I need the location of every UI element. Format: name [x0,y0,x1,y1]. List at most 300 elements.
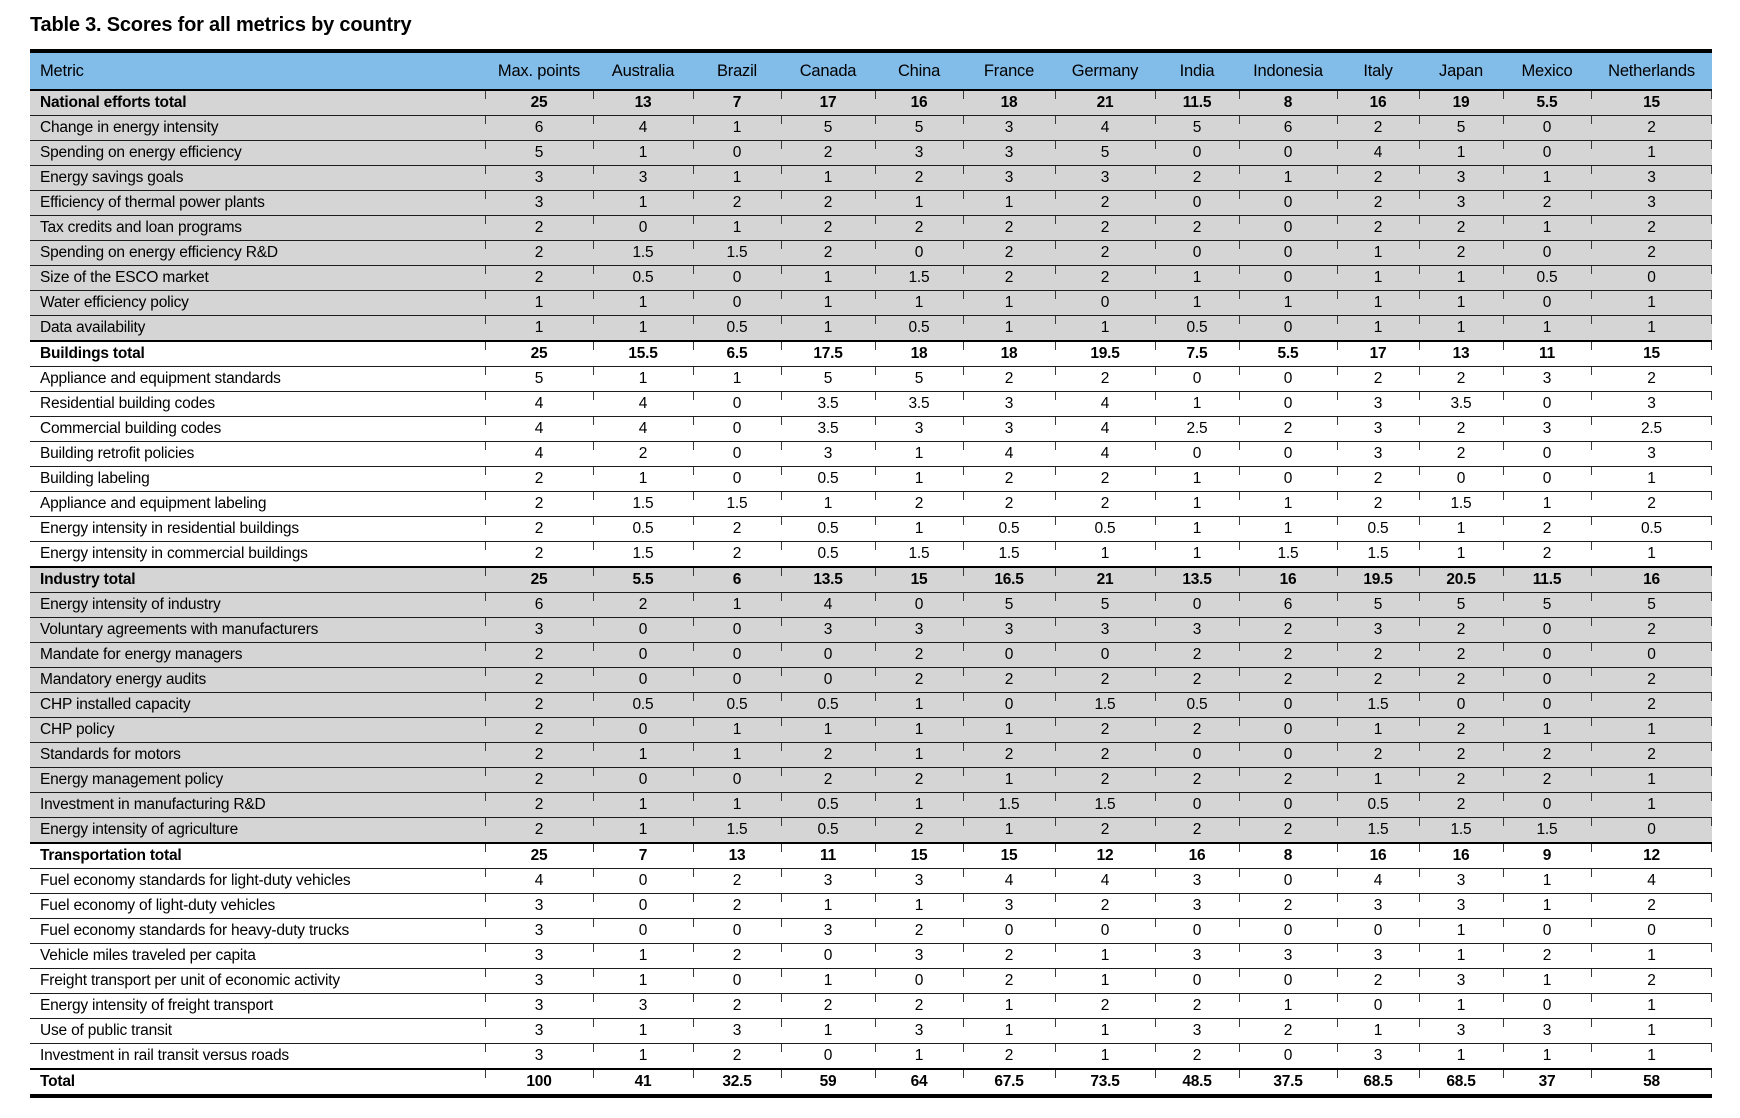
score-cell: 2 [1591,743,1712,768]
score-cell: 2 [781,241,875,266]
score-cell: 5 [485,367,593,392]
score-cell: 2 [1239,643,1337,668]
score-cell: 3 [1155,944,1239,969]
column-header: Brazil [693,51,781,90]
score-cell: 0 [781,643,875,668]
score-cell: 2 [781,191,875,216]
score-cell: 2 [693,894,781,919]
score-cell: 6 [693,567,781,593]
metric-label: National efforts total [30,90,485,116]
score-cell: 3 [485,969,593,994]
score-cell: 0 [693,969,781,994]
score-cell: 2 [1419,793,1503,818]
score-cell: 2 [1591,492,1712,517]
score-cell: 0 [1055,291,1155,316]
score-cell: 4 [963,869,1055,894]
table-row [30,166,1712,191]
score-cell: 4 [485,417,593,442]
score-cell: 7.5 [1155,341,1239,367]
score-cell: 4 [1337,141,1419,166]
score-cell: 7 [693,90,781,116]
score-cell: 1.5 [593,492,693,517]
score-cell: 11 [1503,341,1591,367]
score-cell: 3 [1337,417,1419,442]
score-cell: 1 [593,944,693,969]
score-cell: 41 [593,1069,693,1096]
section-row [30,341,1712,367]
score-cell: 2 [963,1044,1055,1070]
score-cell: 4 [1337,869,1419,894]
score-cell: 2 [963,467,1055,492]
score-cell: 2 [1337,116,1419,141]
score-cell: 0.5 [693,693,781,718]
score-cell: 0 [1591,818,1712,844]
table-row [30,743,1712,768]
score-cell: 25 [485,567,593,593]
score-cell: 2 [1155,1044,1239,1070]
score-cell: 0 [1239,467,1337,492]
score-cell: 2 [875,216,963,241]
score-cell: 2 [485,693,593,718]
score-cell: 2 [875,643,963,668]
score-cell: 3 [875,944,963,969]
score-cell: 16 [1419,843,1503,869]
table-row [30,668,1712,693]
column-header: India [1155,51,1239,90]
score-cell: 13 [1419,341,1503,367]
score-cell: 3 [875,869,963,894]
score-cell: 1 [1591,768,1712,793]
score-cell: 1.5 [1337,818,1419,844]
metric-label: Change in energy intensity [30,116,485,141]
score-cell: 1 [1055,1044,1155,1070]
metric-label: Energy management policy [30,768,485,793]
table-row [30,392,1712,417]
score-cell: 1 [1055,944,1155,969]
score-cell: 0 [1591,643,1712,668]
score-cell: 2 [1055,266,1155,291]
score-cell: 0 [1239,743,1337,768]
score-cell: 3 [1503,367,1591,392]
score-cell: 2 [1155,166,1239,191]
score-cell: 2 [1337,191,1419,216]
score-cell: 2 [1055,467,1155,492]
score-cell: 3 [875,141,963,166]
score-cell: 0 [693,392,781,417]
score-cell: 25 [485,90,593,116]
score-cell: 1 [1591,291,1712,316]
score-cell: 1 [1155,492,1239,517]
score-cell: 59 [781,1069,875,1096]
metric-label: Building retrofit policies [30,442,485,467]
score-cell: 1 [1419,316,1503,342]
score-cell: 1 [1055,1019,1155,1044]
score-cell: 4 [485,869,593,894]
score-cell: 15 [963,843,1055,869]
score-cell: 2 [1419,743,1503,768]
metric-label: Fuel economy of light-duty vehicles [30,894,485,919]
score-cell: 1 [593,316,693,342]
score-cell: 1.5 [1503,818,1591,844]
score-cell: 6 [1239,116,1337,141]
score-cell: 15.5 [593,341,693,367]
score-cell: 2 [1155,994,1239,1019]
column-header: Australia [593,51,693,90]
table-row [30,693,1712,718]
score-cell: 1.5 [963,542,1055,568]
score-cell: 2 [485,266,593,291]
score-cell: 1.5 [1337,542,1419,568]
score-cell: 2 [1055,994,1155,1019]
score-cell: 2 [875,919,963,944]
score-cell: 1 [1503,166,1591,191]
score-cell: 0 [1055,919,1155,944]
score-cell: 0 [693,919,781,944]
column-header: Germany [1055,51,1155,90]
score-cell: 1.5 [1419,818,1503,844]
table-row [30,517,1712,542]
score-cell: 1 [781,291,875,316]
score-cell: 1 [1591,944,1712,969]
score-cell: 1 [593,818,693,844]
score-cell: 0.5 [1503,266,1591,291]
score-cell: 0 [1591,919,1712,944]
score-cell: 1 [693,166,781,191]
score-cell: 0 [1337,919,1419,944]
score-cell: 4 [1055,116,1155,141]
score-cell: 1 [1055,316,1155,342]
score-cell: 1 [1239,994,1337,1019]
score-cell: 21 [1055,567,1155,593]
metric-label: Vehicle miles traveled per capita [30,944,485,969]
score-cell: 0 [1239,392,1337,417]
score-cell: 2 [693,1044,781,1070]
score-cell: 1 [1591,542,1712,568]
score-cell: 12 [1591,843,1712,869]
score-cell: 1 [963,191,1055,216]
score-cell: 1 [593,1019,693,1044]
score-cell: 3.5 [875,392,963,417]
score-cell: 0 [1055,643,1155,668]
table-row [30,442,1712,467]
score-cell: 1 [693,793,781,818]
score-cell: 3 [781,869,875,894]
score-cell: 1 [1419,994,1503,1019]
score-cell: 1 [1591,316,1712,342]
table-row [30,291,1712,316]
table-row [30,116,1712,141]
score-cell: 1.5 [1239,542,1337,568]
score-cell: 0 [1503,793,1591,818]
score-cell: 3 [1155,618,1239,643]
score-cell: 1 [1419,266,1503,291]
score-cell: 3 [485,166,593,191]
score-cell: 3 [963,618,1055,643]
table-row [30,191,1712,216]
score-cell: 2 [1419,668,1503,693]
score-cell: 5 [781,367,875,392]
score-cell: 2 [485,668,593,693]
score-cell: 2 [1055,743,1155,768]
score-cell: 1 [693,216,781,241]
score-cell: 2 [693,517,781,542]
score-cell: 0 [1239,241,1337,266]
score-cell: 3 [963,116,1055,141]
score-cell: 1 [1337,266,1419,291]
score-cell: 2.5 [1591,417,1712,442]
score-cell: 1 [1337,316,1419,342]
score-cell: 2 [485,718,593,743]
score-cell: 2 [1591,693,1712,718]
header-row [30,51,1712,90]
score-cell: 2 [1055,894,1155,919]
score-cell: 0 [963,693,1055,718]
score-cell: 1 [963,718,1055,743]
metric-label: Spending on energy efficiency [30,141,485,166]
score-cell: 3 [485,994,593,1019]
score-cell: 3 [963,141,1055,166]
section-row [30,843,1712,869]
score-cell: 1 [1419,919,1503,944]
score-cell: 1 [781,969,875,994]
score-cell: 0 [875,241,963,266]
score-cell: 64 [875,1069,963,1096]
score-cell: 13 [593,90,693,116]
score-cell: 0 [1503,392,1591,417]
score-cell: 1 [1055,969,1155,994]
score-cell: 1.5 [693,241,781,266]
column-header: Italy [1337,51,1419,90]
score-cell: 1 [1591,467,1712,492]
table-row [30,266,1712,291]
score-cell: 1.5 [1419,492,1503,517]
score-cell: 2 [1055,768,1155,793]
table-row [30,869,1712,894]
score-cell: 3 [1055,618,1155,643]
score-cell: 1 [875,793,963,818]
score-cell: 0 [1419,467,1503,492]
score-cell: 1 [875,291,963,316]
score-cell: 0 [693,291,781,316]
table-row [30,467,1712,492]
score-cell: 0 [593,919,693,944]
score-cell: 3 [1337,944,1419,969]
score-cell: 2 [485,818,593,844]
score-cell: 2 [693,944,781,969]
score-cell: 2 [1419,417,1503,442]
metric-label: Mandatory energy audits [30,668,485,693]
score-cell: 3 [1155,1019,1239,1044]
score-cell: 2 [1055,367,1155,392]
table-row [30,994,1712,1019]
score-cell: 2 [1591,894,1712,919]
score-cell: 1 [1337,241,1419,266]
section-row [30,90,1712,116]
score-cell: 0 [1155,191,1239,216]
score-cell: 0.5 [1337,517,1419,542]
score-cell: 0.5 [593,266,693,291]
score-cell: 1.5 [1055,793,1155,818]
score-cell: 2 [1337,367,1419,392]
score-cell: 3 [485,919,593,944]
score-cell: 2 [781,216,875,241]
score-cell: 12 [1055,843,1155,869]
score-cell: 0 [1155,969,1239,994]
score-cell: 2 [1419,768,1503,793]
score-cell: 3 [875,417,963,442]
score-cell: 17 [1337,341,1419,367]
score-cell: 2 [875,668,963,693]
score-cell: 1.5 [693,818,781,844]
score-cell: 0 [1239,693,1337,718]
score-cell: 19 [1419,90,1503,116]
score-cell: 5.5 [1239,341,1337,367]
score-cell: 1 [593,743,693,768]
metric-label: Energy intensity of freight transport [30,994,485,1019]
score-cell: 0 [693,467,781,492]
score-cell: 3 [1591,191,1712,216]
score-cell: 4 [781,593,875,618]
score-cell: 3 [1503,1019,1591,1044]
score-cell: 0 [693,266,781,291]
score-cell: 1 [1337,291,1419,316]
score-cell: 1 [1155,266,1239,291]
score-cell: 0 [1239,216,1337,241]
score-cell: 5 [1591,593,1712,618]
score-cell: 0 [1503,693,1591,718]
score-cell: 2 [1419,241,1503,266]
score-cell: 2 [1239,894,1337,919]
score-cell: 1 [1591,994,1712,1019]
score-cell: 4 [593,116,693,141]
column-header: Japan [1419,51,1503,90]
score-cell: 2 [1055,216,1155,241]
metric-label: Appliance and equipment labeling [30,492,485,517]
score-cell: 2 [1055,818,1155,844]
score-cell: 3 [485,618,593,643]
score-cell: 2 [485,216,593,241]
score-cell: 0.5 [1337,793,1419,818]
score-cell: 1 [1591,793,1712,818]
score-cell: 8 [1239,90,1337,116]
score-cell: 2 [781,994,875,1019]
score-cell: 0 [1503,291,1591,316]
score-cell: 1 [1239,492,1337,517]
score-cell: 0.5 [875,316,963,342]
score-cell: 3 [875,1019,963,1044]
score-cell: 0 [1155,141,1239,166]
score-cell: 2 [963,743,1055,768]
metric-label: Total [30,1069,485,1096]
score-cell: 2 [963,944,1055,969]
score-cell: 1 [781,894,875,919]
score-cell: 2 [1337,743,1419,768]
score-cell: 11 [781,843,875,869]
score-cell: 2 [1591,367,1712,392]
table-row [30,316,1712,342]
score-cell: 1 [1337,718,1419,743]
score-cell: 18 [963,341,1055,367]
score-cell: 3 [1239,944,1337,969]
table-row [30,593,1712,618]
score-cell: 3 [593,994,693,1019]
column-header: Indonesia [1239,51,1337,90]
score-cell: 0 [1419,693,1503,718]
score-cell: 0 [1337,994,1419,1019]
score-cell: 5.5 [1503,90,1591,116]
score-cell: 2 [1239,818,1337,844]
score-cell: 5 [1055,141,1155,166]
score-cell: 1 [875,894,963,919]
score-cell: 2 [593,442,693,467]
score-cell: 5 [963,593,1055,618]
score-cell: 3 [1419,969,1503,994]
score-cell: 3 [1591,392,1712,417]
score-cell: 0 [1239,266,1337,291]
score-cell: 2 [1591,216,1712,241]
score-cell: 1 [963,1019,1055,1044]
score-cell: 2 [1419,367,1503,392]
score-cell: 0 [1503,668,1591,693]
table-row [30,141,1712,166]
score-cell: 68.5 [1419,1069,1503,1096]
score-cell: 3.5 [1419,392,1503,417]
score-cell: 5 [875,116,963,141]
score-cell: 2 [1239,417,1337,442]
score-cell: 0 [1155,793,1239,818]
score-cell: 5 [1337,593,1419,618]
score-cell: 3 [1337,442,1419,467]
score-cell: 0 [1503,116,1591,141]
score-cell: 8 [1239,843,1337,869]
score-cell: 1.5 [593,241,693,266]
score-cell: 4 [1591,869,1712,894]
score-cell: 0 [1155,367,1239,392]
score-cell: 2 [1055,718,1155,743]
score-cell: 2 [963,969,1055,994]
score-cell: 0.5 [781,793,875,818]
score-cell: 0 [593,768,693,793]
score-cell: 2 [1503,542,1591,568]
score-cell: 2 [1419,718,1503,743]
score-cell: 1 [781,718,875,743]
score-cell: 25 [485,341,593,367]
score-cell: 2 [1155,768,1239,793]
metric-label: Investment in manufacturing R&D [30,793,485,818]
score-cell: 2 [963,492,1055,517]
score-cell: 1 [875,718,963,743]
table-row [30,894,1712,919]
score-cell: 73.5 [1055,1069,1155,1096]
grand-row [30,1069,1712,1096]
score-cell: 3 [1055,166,1155,191]
score-cell: 0 [593,668,693,693]
score-cell: 3 [781,919,875,944]
score-cell: 0.5 [781,542,875,568]
score-cell: 0.5 [593,517,693,542]
metric-label: Energy intensity of industry [30,593,485,618]
score-cell: 2 [1055,241,1155,266]
score-cell: 4 [593,392,693,417]
score-cell: 1 [1155,542,1239,568]
score-cell: 3 [1419,869,1503,894]
score-cell: 5 [485,141,593,166]
score-cell: 0.5 [1155,693,1239,718]
score-cell: 0 [1239,367,1337,392]
score-cell: 2 [485,467,593,492]
score-cell: 1 [875,191,963,216]
metric-label: Building labeling [30,467,485,492]
